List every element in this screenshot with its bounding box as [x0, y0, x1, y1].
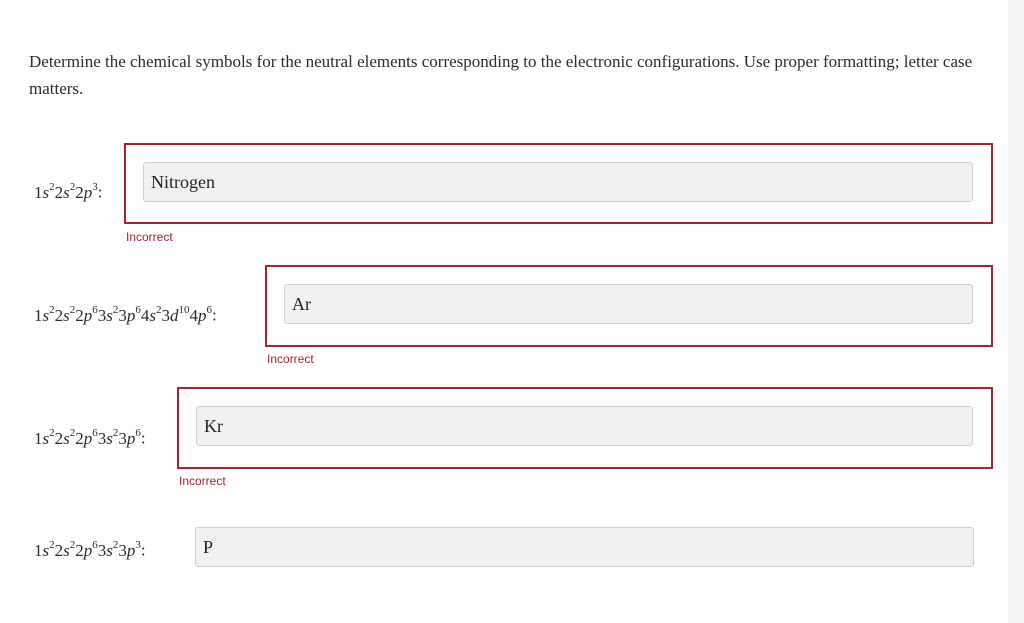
config-orbital: s — [63, 428, 70, 448]
config-coefficient: 2 — [54, 305, 64, 325]
electron-config-1 — [34, 182, 102, 203]
config-term — [75, 183, 98, 202]
config-coefficient: 3 — [97, 305, 107, 325]
config-coefficient: 2 — [54, 182, 64, 202]
config-term — [162, 306, 190, 325]
config-exponent: 2 — [49, 427, 55, 439]
config-term — [75, 541, 98, 560]
config-exponent: 2 — [112, 539, 119, 551]
config-term — [55, 429, 76, 448]
config-orbital: s — [106, 540, 113, 560]
config-orbital: s — [63, 182, 70, 202]
config-orbital: s — [42, 305, 50, 325]
config-term — [75, 306, 98, 325]
instructions-text: Determine the chemical symbols for the neutral elements corresponding to the electronic configurations. Use proper formatting; letter case matters. — [29, 52, 973, 98]
config-coefficient: 2 — [75, 428, 84, 448]
config-coefficient: 3 — [118, 305, 127, 325]
config-exponent: 2 — [49, 304, 55, 316]
electron-config-2 — [34, 305, 217, 326]
config-exponent: 2 — [49, 181, 55, 193]
config-term — [141, 306, 162, 325]
config-coefficient: 3 — [97, 540, 107, 560]
status-incorrect-2: Incorrect — [267, 352, 314, 366]
config-coefficient: 1 — [34, 305, 43, 325]
config-exponent: 6 — [135, 427, 141, 439]
config-orbital: p — [83, 305, 93, 325]
config-coefficient: 2 — [75, 182, 84, 202]
config-term — [34, 541, 55, 560]
electron-config-3 — [34, 428, 146, 449]
config-orbital: s — [149, 305, 156, 325]
config-orbital: s — [42, 540, 50, 560]
config-exponent: 2 — [69, 304, 76, 316]
config-exponent: 2 — [69, 539, 76, 551]
config-term — [55, 306, 76, 325]
config-orbital: s — [42, 182, 50, 202]
config-exponent: 3 — [92, 181, 98, 193]
config-exponent: 3 — [135, 539, 141, 551]
config-term — [98, 541, 119, 560]
config-orbital: s — [106, 428, 113, 448]
config-coefficient: 2 — [54, 428, 64, 448]
config-orbital: p — [198, 305, 207, 325]
config-exponent: 6 — [135, 304, 141, 316]
config-orbital: p — [83, 428, 93, 448]
config-term — [75, 429, 98, 448]
config-term — [118, 429, 141, 448]
config-colon: : — [140, 428, 146, 448]
config-exponent: 2 — [112, 304, 119, 316]
config-coefficient: 4 — [189, 305, 198, 325]
config-exponent: 2 — [112, 427, 119, 439]
config-coefficient: 3 — [97, 428, 107, 448]
config-coefficient: 1 — [34, 428, 43, 448]
config-term — [98, 429, 119, 448]
config-term — [118, 306, 141, 325]
config-colon: : — [140, 540, 146, 560]
config-orbital: s — [63, 305, 70, 325]
config-term — [34, 429, 55, 448]
config-orbital: p — [126, 305, 136, 325]
answer-input-4[interactable]: P — [195, 527, 974, 567]
config-coefficient: 2 — [75, 540, 84, 560]
config-exponent: 10 — [178, 304, 190, 316]
config-term — [190, 306, 213, 325]
config-exponent: 2 — [49, 539, 55, 551]
answer-input-2[interactable]: Ar — [284, 284, 973, 324]
config-colon: : — [212, 305, 217, 325]
config-orbital: p — [126, 540, 136, 560]
config-term — [34, 183, 55, 202]
config-exponent: 6 — [92, 539, 98, 551]
config-term — [118, 541, 141, 560]
config-coefficient: 1 — [34, 182, 43, 202]
config-exponent: 2 — [69, 181, 76, 193]
config-coefficient: 3 — [118, 428, 127, 448]
config-orbital: s — [42, 428, 50, 448]
config-coefficient: 2 — [75, 305, 84, 325]
config-orbital: p — [126, 428, 136, 448]
status-incorrect-3: Incorrect — [179, 474, 226, 488]
config-colon: : — [97, 182, 103, 202]
answer-input-1[interactable]: Nitrogen — [143, 162, 973, 202]
config-coefficient: 4 — [140, 305, 150, 325]
config-coefficient: 2 — [54, 540, 64, 560]
config-term — [98, 306, 119, 325]
config-exponent: 2 — [69, 427, 76, 439]
config-term — [55, 541, 76, 560]
config-orbital: p — [83, 182, 93, 202]
config-coefficient: 3 — [118, 540, 127, 560]
electron-config-4 — [34, 540, 146, 561]
config-exponent: 6 — [92, 304, 98, 316]
config-orbital: s — [63, 540, 70, 560]
config-orbital: s — [106, 305, 113, 325]
config-coefficient: 3 — [161, 305, 170, 325]
config-term — [55, 183, 76, 202]
config-orbital: p — [83, 540, 93, 560]
config-exponent: 6 — [206, 304, 212, 316]
config-exponent: 2 — [156, 304, 162, 316]
config-orbital: d — [170, 305, 179, 325]
config-exponent: 6 — [92, 427, 98, 439]
config-term — [34, 306, 55, 325]
answer-input-3[interactable]: Kr — [196, 406, 973, 446]
status-incorrect-1: Incorrect — [126, 230, 173, 244]
config-coefficient: 1 — [34, 540, 43, 560]
